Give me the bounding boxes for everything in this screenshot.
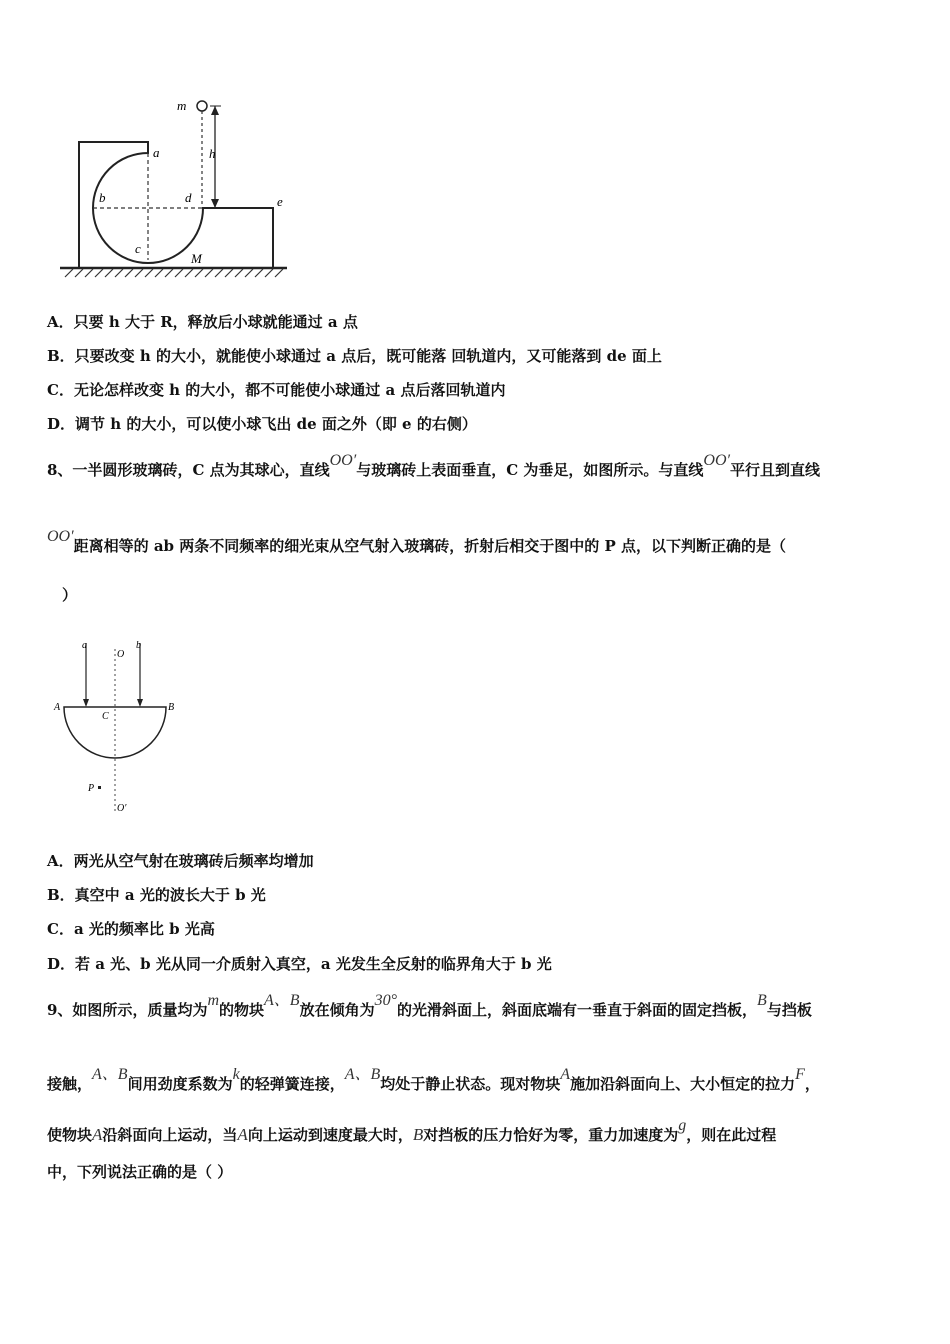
ball-m [197, 101, 207, 111]
math-ab-3: A、B [344, 1066, 381, 1083]
oo-prime-1: OO′ [329, 452, 357, 469]
fig-label-O: O [117, 649, 125, 660]
q8-option-b: B．真空中 a 光的波长大于 b 光 [47, 886, 266, 904]
q8-option-d: D．若 a 光、b 光从同一介质射入真空，a 光发生全反射的临界角大于 b 光 [47, 955, 552, 973]
fig-label-P: P [88, 783, 95, 794]
fig-label-B: B [168, 702, 175, 713]
math-a-2: A [92, 1125, 103, 1144]
oo-prime-3: OO′ [47, 528, 74, 545]
label-a: a [153, 145, 160, 160]
q8-stem-line2: OO′距离相等的 ab 两条不同频率的细光束从空气射入玻璃砖，折射后相交于图中的 P 点，以下判断正确的是（ [47, 528, 786, 555]
fig-label-a: a [82, 640, 87, 651]
track-outline [79, 142, 273, 268]
math-ab-2: A、B [92, 1066, 128, 1083]
fig-label-A: A [54, 702, 61, 713]
q8-stem-line3: ） [62, 586, 78, 604]
q8-stem-line1: 8、一半圆形玻璃砖，C 点为其球心，直线OO′与玻璃砖上表面垂直，C 为垂足，如图所示。与直线OO′平行且到直线 [47, 452, 821, 479]
label-h: h [209, 146, 216, 161]
label-m: m [177, 98, 187, 113]
fig-label-O2: O′ [117, 803, 127, 814]
label-M: M [191, 251, 202, 266]
q9-stem-line1: 9、如图所示，质量均为m的物块A、B放在倾角为30°的光滑斜面上，斜面底端有一垂直于斜面的固定挡板，B与挡板 [47, 992, 812, 1019]
label-c: c [135, 241, 141, 256]
q7-option-b: B．只要改变 h 的大小，就能使小球通过 a 点后，既可能落 回轨道内，又可能落到 de 面上 [47, 347, 662, 365]
q7-option-d: D．调节 h 的大小，可以使小球飞出 de 面之外（即 e 的右侧） [47, 415, 477, 433]
fig-label-b: b [136, 640, 141, 651]
q8-option-c: C．a 光的频率比 b 光高 [47, 920, 215, 938]
label-d: d [185, 190, 192, 205]
point-p [98, 786, 101, 789]
q7-option-a: A．只要 h 大于 R，释放后小球就能通过 a 点 [47, 313, 358, 331]
math-ab-1: A、B [264, 992, 300, 1009]
math-m: m [207, 992, 220, 1009]
q9-stem-line2: 接触，A、B间用劲度系数为k的轻弹簧连接，A、B均处于静止状态。现对物块A施加沿斜面向上、大小恒定的拉力F， [47, 1066, 820, 1093]
math-angle: 30° [374, 992, 398, 1009]
fig-label-C: C [102, 711, 109, 722]
track-figure [55, 95, 295, 280]
label-e: e [277, 194, 283, 209]
label-b: b [99, 190, 106, 205]
q7-option-c: C．无论怎样改变 h 的大小，都不可能使小球通过 a 点后落回轨道内 [47, 381, 506, 399]
math-b-2: B [412, 1125, 424, 1144]
math-b-1: B [757, 992, 767, 1009]
math-a-3: A [237, 1125, 248, 1144]
q9-stem-line4: 中，下列说法正确的是（ ） [47, 1163, 233, 1181]
math-a-1: A [560, 1066, 571, 1083]
math-F: F [795, 1066, 805, 1083]
math-k: k [232, 1066, 240, 1083]
q9-stem-line3: 使物块A沿斜面向上运动，当A向上运动到速度最大时，B对挡板的压力恰好为零，重力加速度为g，则在此过程 [47, 1117, 777, 1144]
q8-option-a: A．两光从空气射在玻璃砖后频率均增加 [47, 852, 314, 870]
oo-prime-2: OO′ [703, 452, 730, 469]
math-g: g [678, 1117, 687, 1134]
glass-figure [50, 635, 190, 815]
